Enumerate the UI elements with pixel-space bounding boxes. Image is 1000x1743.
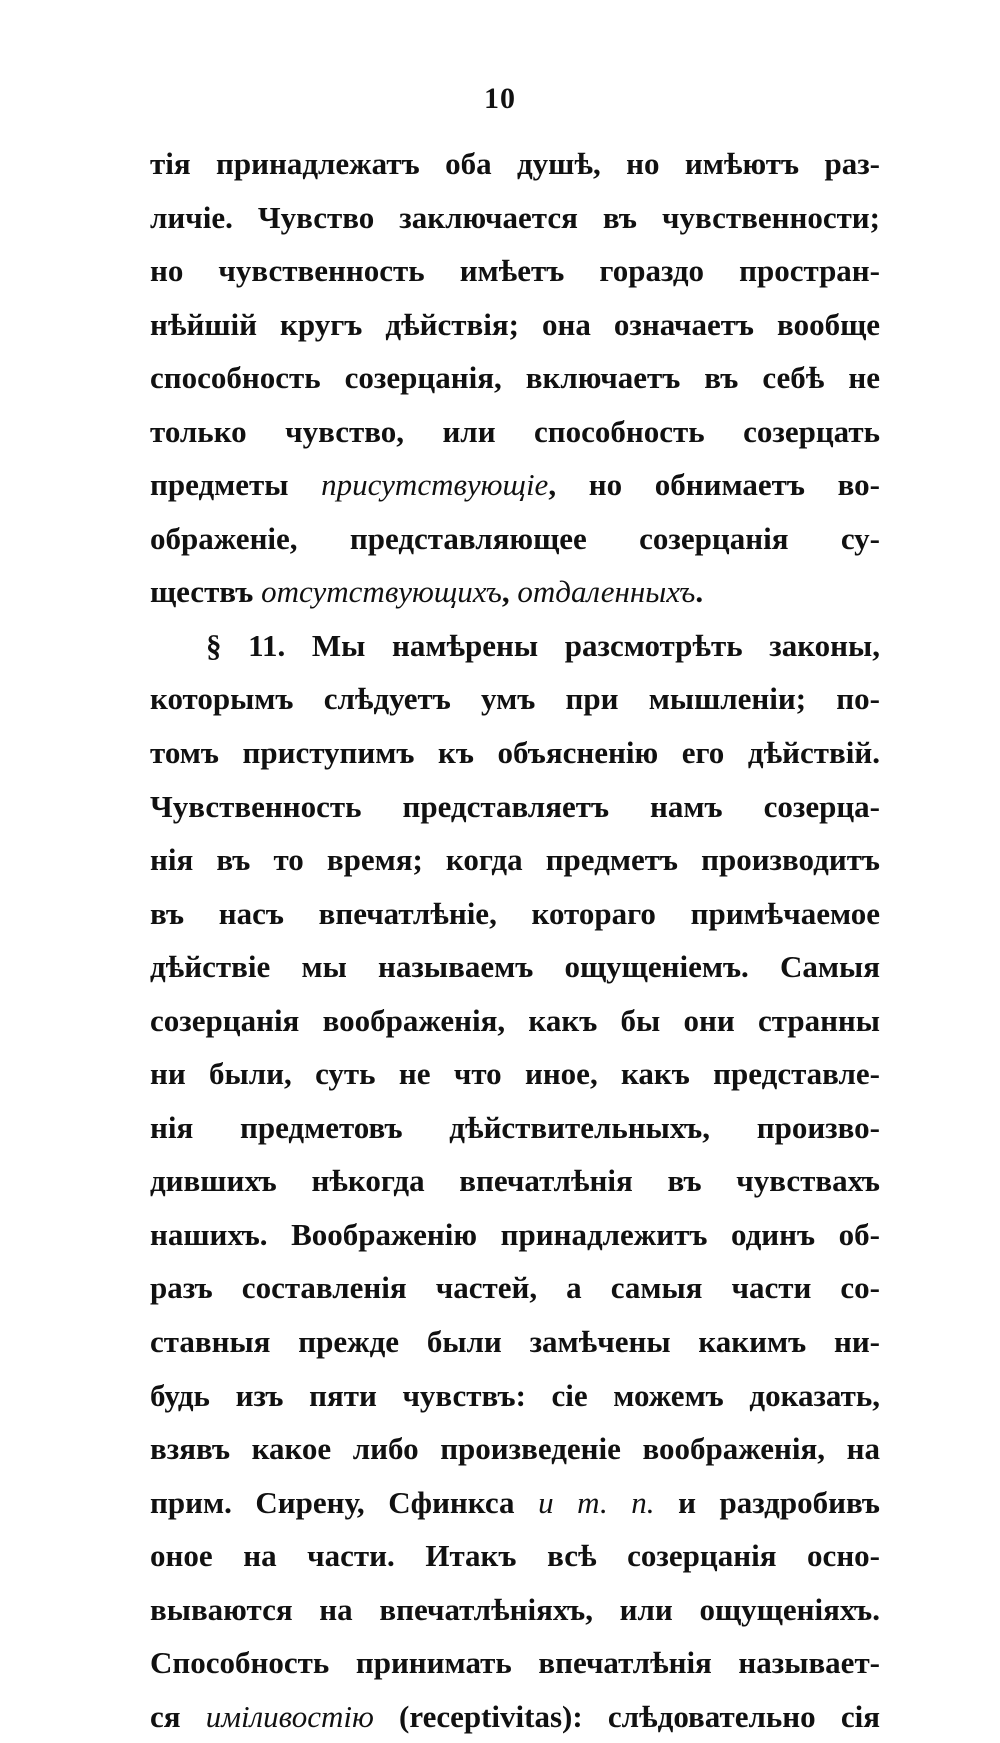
text-segment: ществъ <box>150 574 262 610</box>
text-segment: будь изъ пяти чувствъ: сіе можемъ доказать, <box>150 1377 880 1413</box>
text-line <box>150 458 880 512</box>
text-segment: и раздробивъ <box>654 1484 881 1520</box>
text-line <box>150 512 880 566</box>
text-segment: прим. Сирену, Сфинкса <box>150 1484 539 1520</box>
text-line <box>150 1369 880 1423</box>
text-segment: которымъ слѣдуетъ умъ при мышленіи; по- <box>150 681 880 717</box>
text-segment: въ насъ впечатлѣніе, котораго примѣчаемое <box>150 895 880 931</box>
text-segment: только чувство, или способность созерцать <box>150 413 880 449</box>
text-line <box>150 1047 880 1101</box>
text-line <box>150 351 880 405</box>
text-line <box>150 137 880 191</box>
text-line <box>150 1636 880 1690</box>
text-segment: томъ приступимъ къ объясненію его дѣйствій. <box>150 735 880 771</box>
text-segment: . <box>695 574 704 610</box>
text-segment: нія предметовъ дѣйствительныхъ, произво- <box>150 1109 880 1145</box>
text-segment: дѣйствіе мы называемъ ощущеніемъ. Самыя <box>150 949 880 985</box>
italic-text: иміливостію <box>205 1698 374 1734</box>
text-segment: взявъ какое либо произведеніе воображенія, на <box>150 1431 880 1467</box>
page-number: 10 <box>484 82 516 115</box>
text-segment: способность созерцанія, включаетъ въ себѣ не <box>150 360 880 396</box>
text-line <box>150 405 880 459</box>
text-segment: ся <box>150 1698 206 1734</box>
text-segment: ображеніе, представляющее созерцанія су- <box>150 520 880 556</box>
text-segment: но чувственность имѣетъ гораздо простран- <box>150 253 880 289</box>
text-line <box>150 619 880 673</box>
text-segment: § 11. Мы намѣрены разсмотрѣть законы, <box>206 627 880 663</box>
text-line <box>150 1154 880 1208</box>
text-line <box>150 1315 880 1369</box>
italic-text: присутствующіе <box>321 467 549 503</box>
text-segment: Чувственность представляетъ намъ созерца- <box>150 788 880 824</box>
italic-text: отсутствующихъ <box>261 574 502 610</box>
text-segment: нѣйшій кругъ дѣйствія; она означаетъ вообще <box>150 306 880 342</box>
text-line <box>150 672 880 726</box>
text-segment: разъ составленія частей, а самыя части со- <box>150 1270 880 1306</box>
text-line <box>150 1208 880 1262</box>
text-segment: вываются на впечатлѣніяхъ, или ощущеніяхъ. <box>150 1591 880 1627</box>
text-line <box>150 1422 880 1476</box>
text-line <box>150 191 880 245</box>
text-line <box>150 780 880 834</box>
text-segment: личіе. Чувство заключается въ чувственности; <box>150 199 880 235</box>
text-segment: , <box>501 574 518 610</box>
text-segment: , но обнимаетъ во- <box>548 467 880 503</box>
text-line <box>150 244 880 298</box>
text-line <box>150 833 880 887</box>
text-line <box>150 1690 880 1743</box>
text-line <box>150 940 880 994</box>
text-segment: предметы <box>150 467 322 503</box>
text-line <box>150 994 880 1048</box>
italic-text: отдаленныхъ <box>517 574 696 610</box>
text-line <box>150 726 880 780</box>
text-line <box>150 565 880 619</box>
text-segment: нашихъ. Воображенію принадлежитъ одинъ об- <box>150 1216 880 1252</box>
text-line <box>150 298 880 352</box>
italic-text: и т. п. <box>538 1484 655 1520</box>
text-line <box>150 1101 880 1155</box>
text-line <box>150 887 880 941</box>
text-segment: тія принадлежатъ оба душѣ, но имѣютъ раз- <box>150 146 880 181</box>
text-line <box>150 1583 880 1637</box>
text-segment: нія въ то время; когда предметъ производитъ <box>150 842 880 878</box>
text-segment: созерцанія воображенія, какъ бы они странны <box>150 1002 880 1038</box>
text-segment: оное на части. Итакъ всѣ созерцанія осно- <box>150 1538 880 1574</box>
text-segment: ни были, суть не что иное, какъ представле- <box>150 1056 880 1092</box>
text-segment: ставныя прежде были замѣчены какимъ ни- <box>150 1324 880 1360</box>
body-text <box>150 137 880 1743</box>
text-line <box>150 1261 880 1315</box>
text-segment: (receptivitas): слѣдовательно сія <box>373 1698 880 1734</box>
text-line <box>150 1476 880 1530</box>
text-line <box>150 1529 880 1583</box>
text-segment: Способность принимать впечатлѣнія называет- <box>150 1645 880 1681</box>
text-segment: дившихъ нѣкогда впечатлѣнія въ чувствахъ <box>150 1163 880 1199</box>
